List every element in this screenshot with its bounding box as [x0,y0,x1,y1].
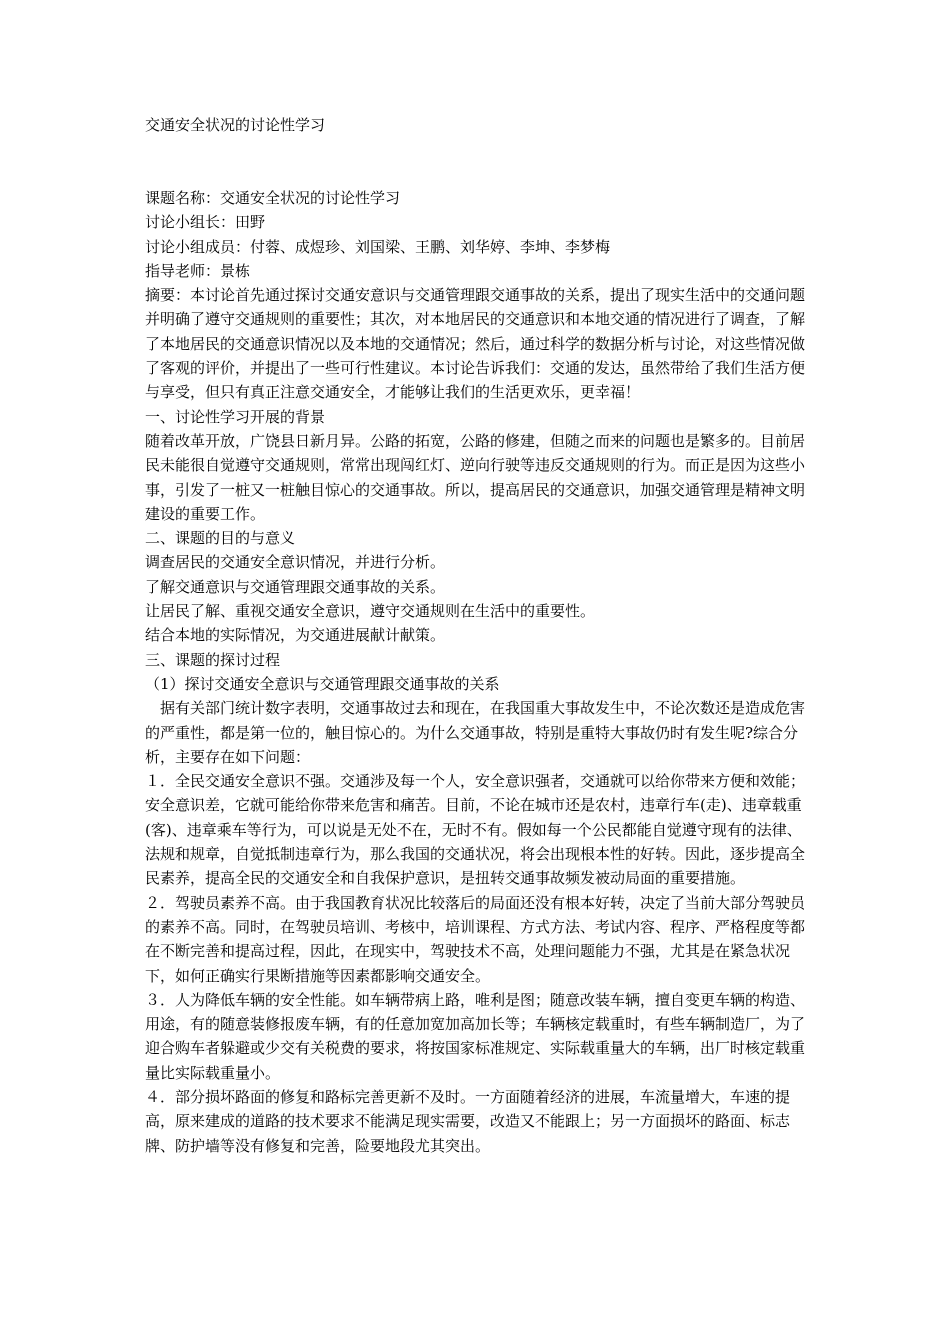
purpose-item: 了解交通意识与交通管理跟交通事故的关系。 [145,577,446,596]
section-heading-background: 一、讨论性学习开展的背景 [145,407,326,426]
issue-item-2: ２．驾驶员素养不高。由于我国教育状况比较落后的局面还没有根本好转，决定了当前大部分驾驶员的素养不高。同时，在驾驶员培训、考核中，培训课程、方式方法、考试内容、程序、严格程度等都在不断完善和提高过程，因此，在现实中，驾驶技术不高，处理问题能力不强，尤其是在紧急状况下，如何正确实行果断措施等因素都影响交通安全。 [145,893,806,985]
section-heading-purpose: 二、课题的目的与意义 [145,529,296,548]
issue-item-3: ３．人为降低车辆的安全性能。如车辆带病上路，唯利是图；随意改装车辆，擅自变更车辆的构造、用途，有的随意装修报废车辆，有的任意加宽加高加长等；车辆核定载重时，有些车辆制造厂，为了迎合购车者躲避或少交有关税费的要求，将按国家标准规定、实际载重量大的车辆，出厂时核定载重量比实际载重量小。 [145,990,806,1082]
issue-item-4: ４．部分损坏路面的修复和路标完善更新不及时。一方面随着经济的进展，车流量增大，车速的提高，原来建成的道路的技术要求不能满足现实需要，改造又不能跟上；另一方面损坏的路面、标志牌、防护墙等没有修复和完善，险要地段尤其突出。 [145,1087,791,1155]
group-leader: 讨论小组长：田野 [145,213,266,232]
abstract-paragraph: 摘要：本讨论首先通过探讨交通安意识与交通管理跟交通事故的关系，提出了现实生活中的交通问题并明确了遵守交通规则的重要性；其次，对本地居民的交通意识和本地交通的情况进行了调查，了解了本地居民的交通意识情况以及本地的交通情况；然后，通过科学的数据分析与讨论，对这些情况做了客观的评价，并提出了一些可行性建议。本讨论告诉我们：交通的发达，虽然带给了我们生活方便与享受，但只有真正注意交通安全，才能够让我们的生活更欢乐，更幸福！ [145,286,806,402]
statistics-paragraph: 据有关部门统计数字表明，交通事故过去和现在，在我国重大事故发生中，不论次数还是造成危害的严重性，都是第一位的，触目惊心的。为什么交通事故，特别是重特大事故仍时有发生呢?综合分析，主要存在如下问题： [145,699,806,766]
purpose-item: 让居民了解、重视交通安全意识，遵守交通规则在生活中的重要性。 [145,602,596,621]
project-name: 课题名称：交通安全状况的讨论性学习 [145,189,401,207]
purpose-item: 调查居民的交通安全意识情况，并进行分析。 [145,553,446,572]
group-members: 讨论小组成员：付蓉、成煜珍、刘国梁、王鹏、刘华婷、李坤、李梦梅 [145,237,611,256]
subsection-heading: （1）探讨交通安全意识与交通管理跟交通事故的关系 [145,674,500,693]
advisor: 指导老师：景栋 [145,261,251,280]
background-paragraph: 随着改革开放，广饶县日新月异。公路的拓宽，公路的修建，但随之而来的问题也是繁多的。目前居民未能很自觉遵守交通规则，常常出现闯红灯、逆向行驶等违反交通规则的行为。而正是因为这些小事，引发了一桩又一桩触目惊心的交通事故。所以，提高居民的交通意识，加强交通管理是精神文明建设的重要工作。 [145,431,806,523]
purpose-item: 结合本地的实际情况，为交通进展献计献策。 [145,626,446,645]
document-title: 交通安全状况的讨论性学习 [145,116,326,134]
section-heading-process: 三、课题的探讨过程 [145,650,281,669]
document-body [145,186,805,1158]
issue-item-1: １．全民交通安全意识不强。交通涉及每一个人，安全意识强者，交通就可以给你带来方便和效能；安全意识差，它就可能给你带来危害和痛苦。目前，不论在城市还是农村，违章行车(走)、违章载重(客)、违章乘车等行为，可以说是无处不在，无时不有。假如每一个公民都能自觉遵守现有的法律、法规和规章，自觉抵制违章行为，那么我国的交通状况，将会出现根本性的好转。因此，逐步提高全民素养，提高全民的交通安全和自我保护意识，是扭转交通事故频发被动局面的重要措施。 [145,772,806,888]
